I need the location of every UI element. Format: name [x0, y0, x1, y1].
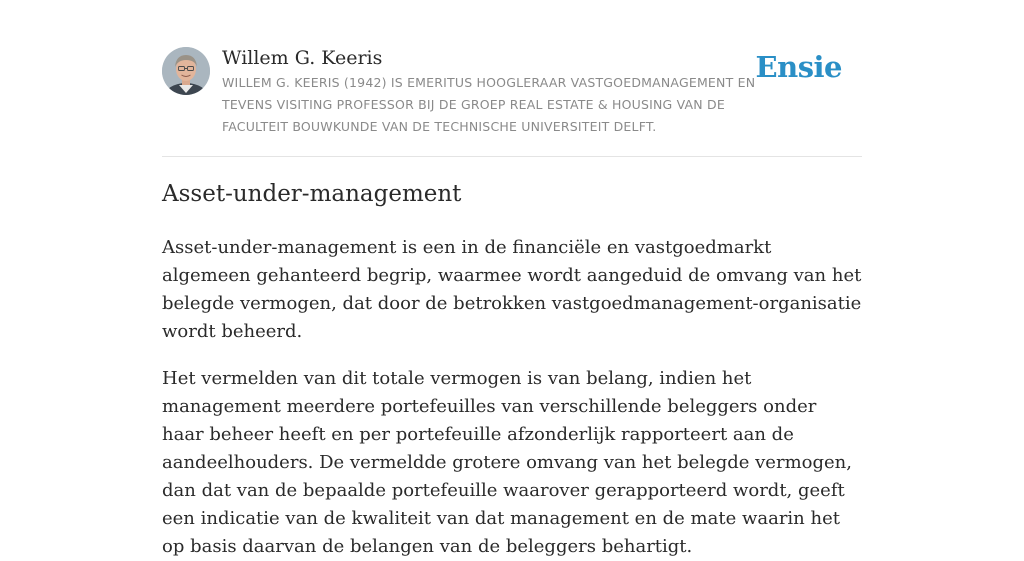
author-bio: WILLEM G. KEERIS (1942) IS EMERITUS HOOGLERAAR VASTGOEDMANAGEMENT EN TEVENS VISITING PROFESSOR BIJ DE GROEP REAL ESTATE & HOUSING VAN DE FACULTEIT BOUWKUNDE VAN DE TECHNISCHE UNIVERSITEIT DELFT. [222, 75, 756, 134]
article-title: Asset-under-management [162, 181, 462, 207]
article-paragraph: Asset-under-management is een in de financiële en vastgoedmarkt algemeen gehanteerd begrip, waarmee wordt aangeduid de omvang van het belegde vermogen, dat door de betrokken vastgoedmanagement-organisatie wordt beheerd. [162, 237, 862, 342]
article-card [162, 0, 862, 557]
author-info [222, 45, 772, 138]
article-paragraph: Het vermelden van dit totale vermogen is van belang, indien het management meerdere portefeuilles van verschillende beleggers onder haar beheer heeft en per portefeuille afzonderlijk rapporteert aan de aandeelhouders. De vermeldde grotere omvang van het belegde vermogen, dan dat van de bepaalde portefeuille waarover gerapporteerd wordt, geeft een indicatie van de kwaliteit van dat management en de mate waarin het op basis daarvan de belangen van de beleggers behartigt. [162, 368, 852, 557]
author-avatar[interactable] [162, 47, 210, 95]
ensie-logo[interactable]: Ensie [755, 50, 842, 84]
author-name[interactable]: Willem G. Keeris [222, 47, 383, 69]
author-portrait-image [162, 47, 210, 95]
author-header [162, 0, 862, 157]
